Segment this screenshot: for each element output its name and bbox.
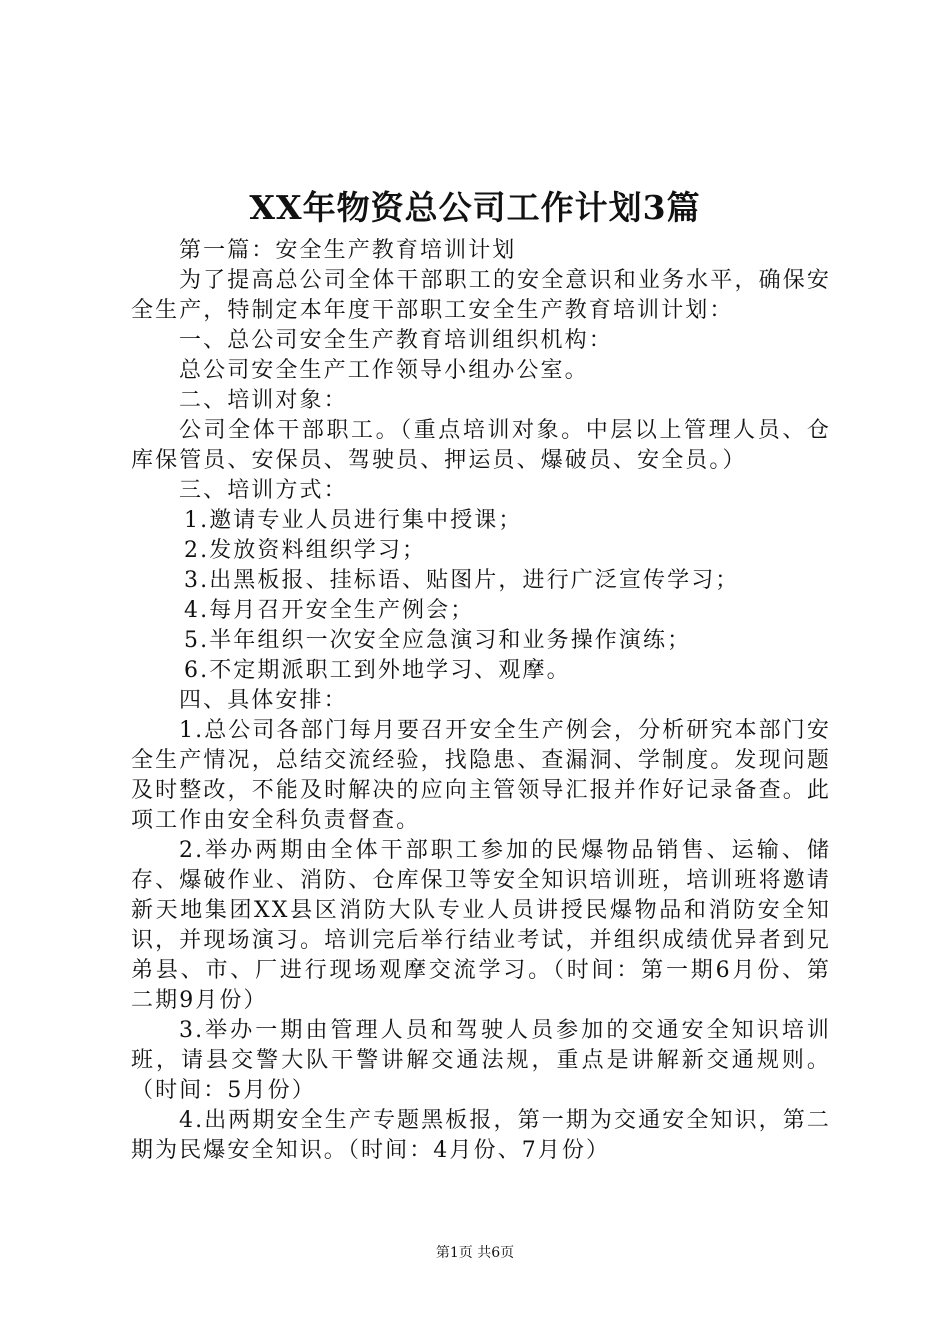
paragraph: 第一篇：安全生产教育培训计划 xyxy=(179,238,517,263)
document-title: XX年物资总公司工作计划3篇 xyxy=(249,188,701,227)
list-item: 4.每月召开安全生产例会； xyxy=(184,598,475,623)
list-item: 1.邀请专业人员进行集中授课； xyxy=(184,508,523,533)
paragraph: 2.举办两期由全体干部职工参加的民爆物品销售、运输、储存、爆破作业、消防、仓库保卫等安全知识培训班，培训班将邀请新天地集团XX县区消防大队专业人员讲授民爆物品和消防安全知识，并现场演习。培训完后举行结业考试，并组织成绩优异者到兄弟县、市、厂进行现场观摩交流学习。（时间：第一期6月份、第二期9月份） xyxy=(131,838,831,1013)
list-item: 2.发放资料组织学习； xyxy=(184,538,427,563)
list-item: 5.半年组织一次安全应急演习和业务操作演练； xyxy=(184,628,692,653)
section-heading: 四、具体安排： xyxy=(179,688,348,713)
document-body xyxy=(131,236,831,1166)
list-item: 6.不定期派职工到外地学习、观摩。 xyxy=(184,658,571,683)
list-item: 3.出黑板报、挂标语、贴图片，进行广泛宣传学习； xyxy=(184,568,740,593)
paragraph: 4.出两期安全生产专题黑板报，第一期为交通安全知识，第二期为民爆安全知识。（时间：4月份、7月份） xyxy=(131,1108,831,1163)
paragraph: 1.总公司各部门每月要召开安全生产例会，分析研究本部门安全生产情况，总结交流经验，找隐患、查漏洞、学制度。发现问题及时整改，不能及时解决的应向主管领导汇报并作好记录备查。此项工作由安全科负责督查。 xyxy=(131,718,831,833)
paragraph: 总公司安全生产工作领导小组办公室。 xyxy=(179,358,589,383)
section-heading: 三、培训方式： xyxy=(179,478,348,503)
section-heading: 二、培训对象： xyxy=(179,388,348,413)
paragraph: 为了提高总公司全体干部职工的安全意识和业务水平，确保安全生产，特制定本年度干部职工安全生产教育培训计划： xyxy=(131,268,831,323)
page-number-footer: 第1页 共6页 xyxy=(435,1245,515,1261)
section-heading: 一、总公司安全生产教育培训组织机构： xyxy=(179,328,613,353)
paragraph: 3.举办一期由管理人员和驾驶人员参加的交通安全知识培训班，请县交警大队干警讲解交通法规，重点是讲解新交通规则。（时间：5月份） xyxy=(131,1018,831,1103)
paragraph: 公司全体干部职工。（重点培训对象。中层以上管理人员、仓库保管员、安保员、驾驶员、押运员、爆破员、安全员。） xyxy=(131,418,831,473)
